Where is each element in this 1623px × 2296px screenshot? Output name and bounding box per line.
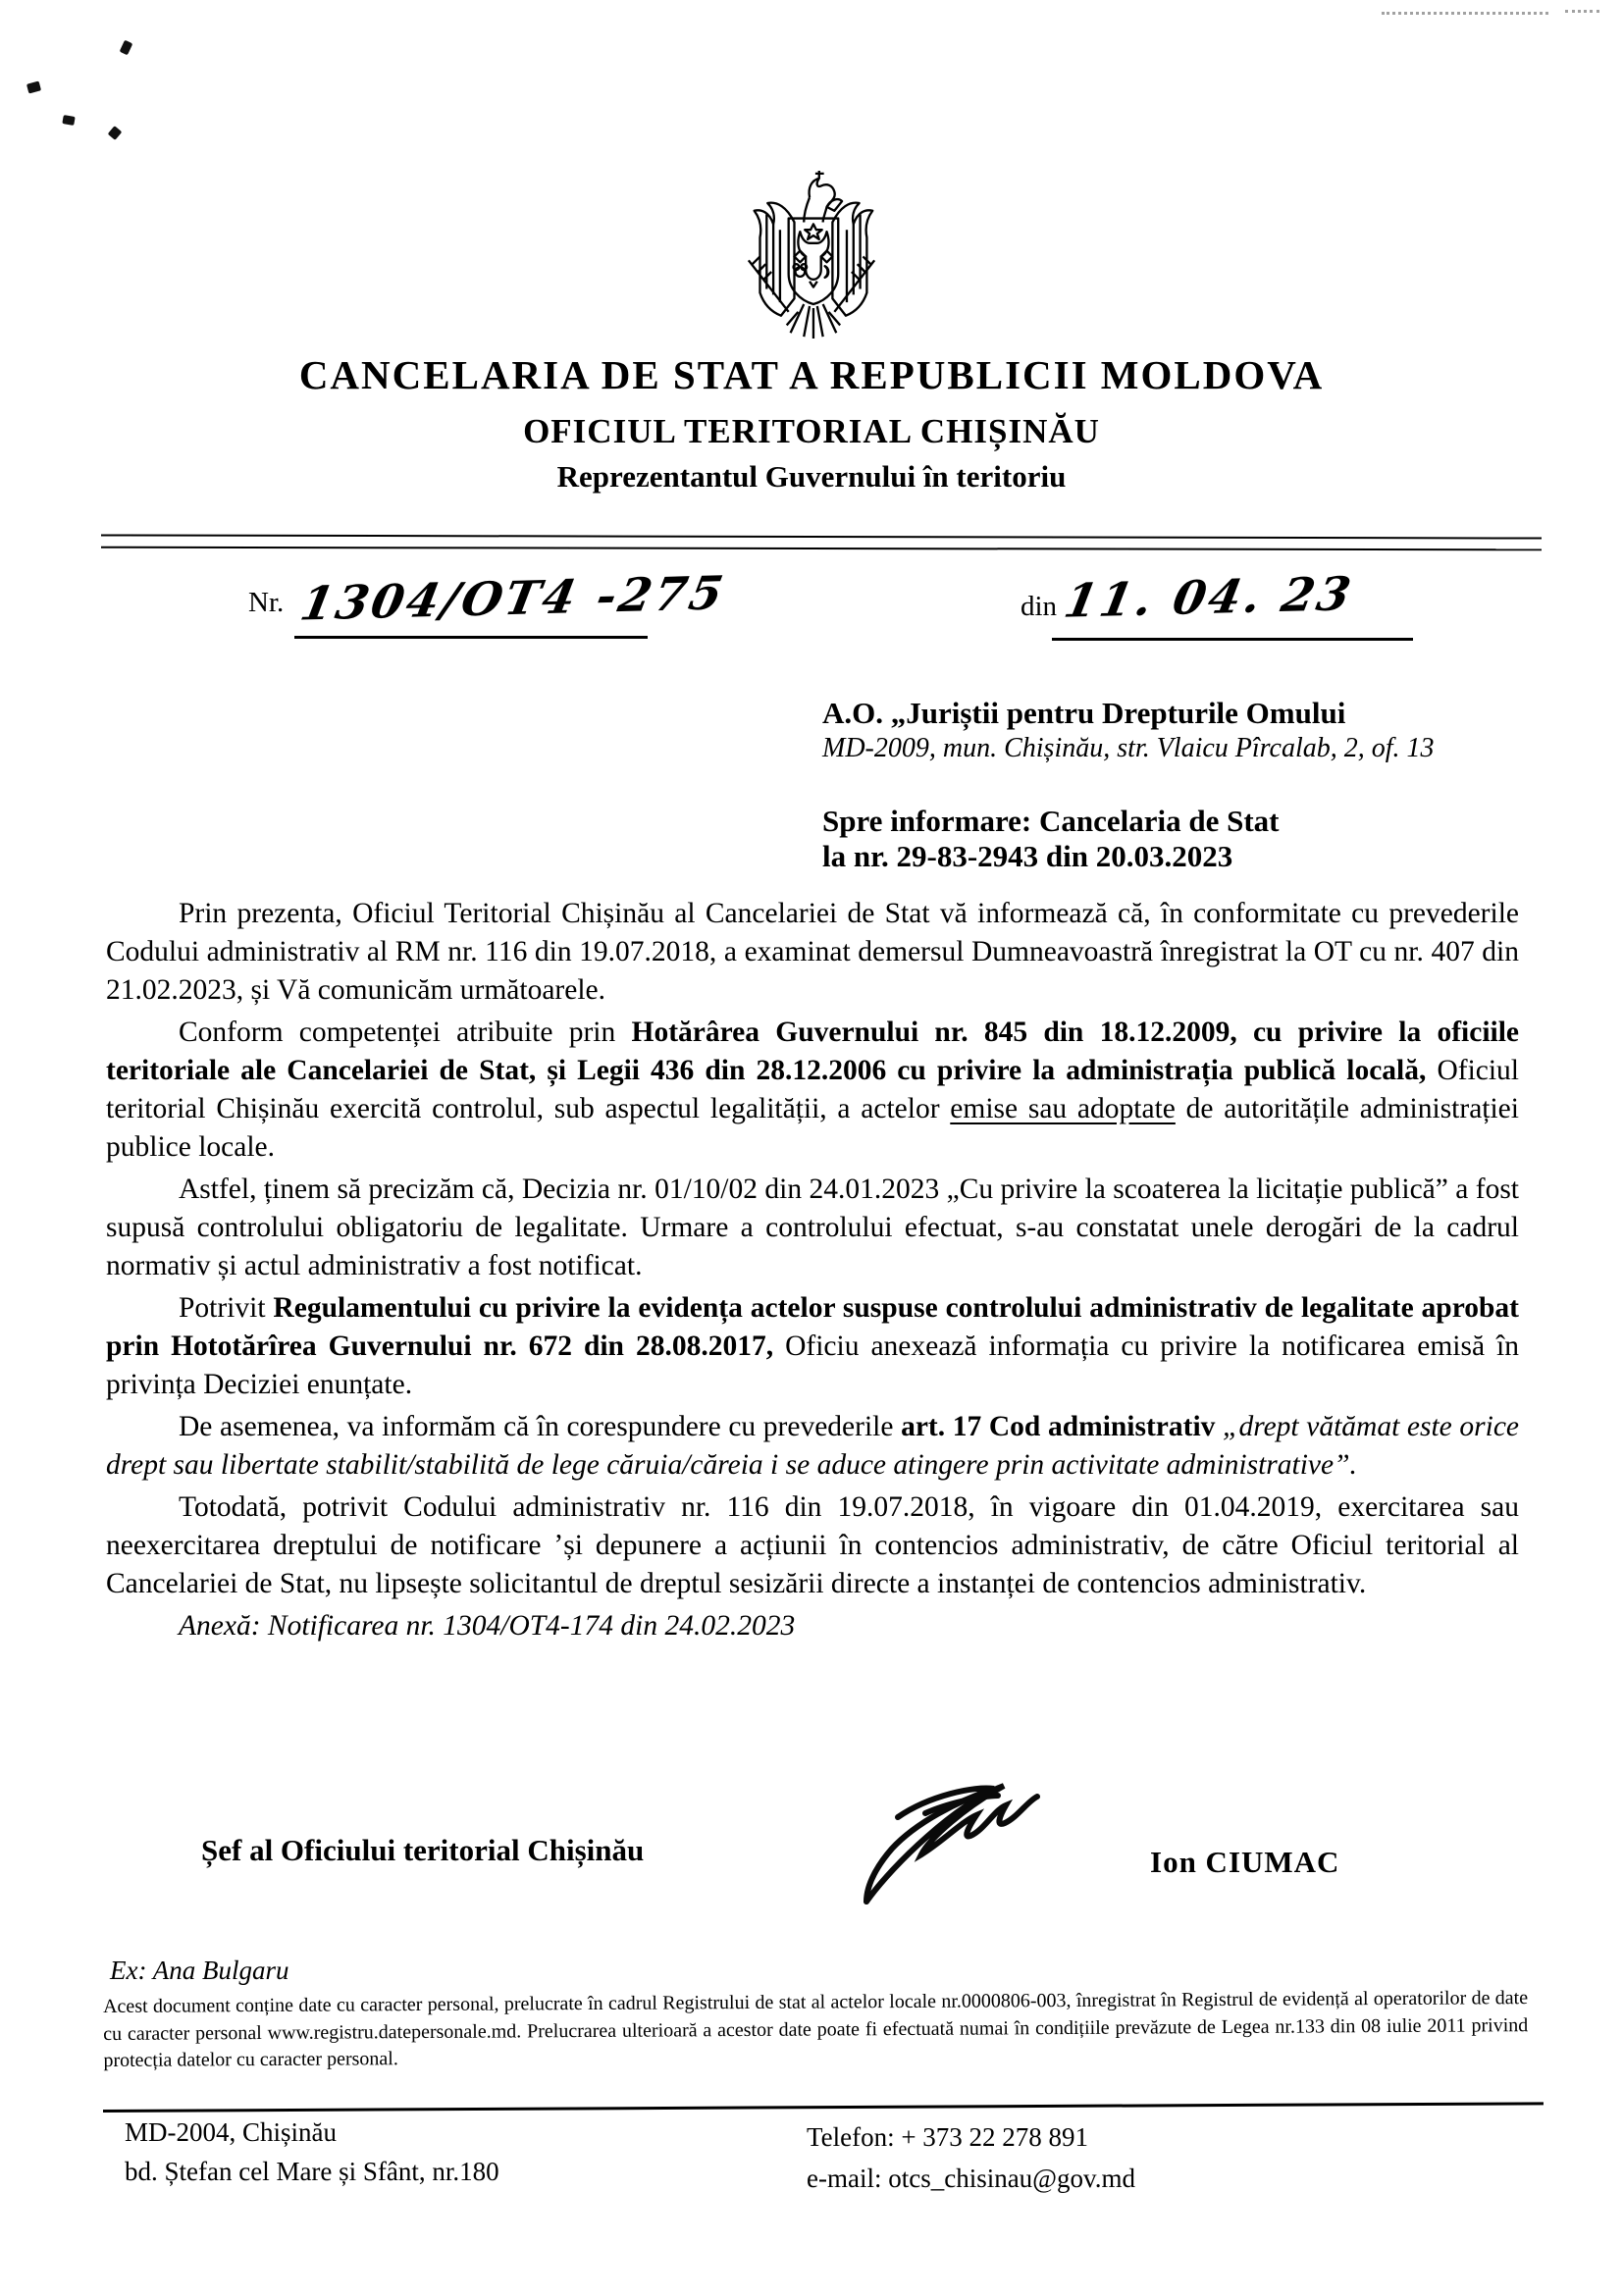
body-paragraph: [106, 1488, 1519, 1603]
body-paragraph: [106, 1607, 1519, 1645]
text-run: Astfel, ținem să precizăm că, Decizia nr. 01/10/02 din 24.01.2023 „Cu privire la scoaterea la licitație publică” a fost supusă controlului obligatoriu de legalitate. Urmare a controlului efectuat, s-au constatat unele derogări de la cadrul normativ și actul administrativ a fost notificat.: [106, 1174, 1519, 1281]
scan-dot-artifact: [1382, 12, 1548, 15]
ink-speck: [26, 80, 41, 93]
text-run: art. 17 Cod administrativ: [901, 1411, 1216, 1442]
recipient-cc: Spre informare: Cancelaria de Stat: [822, 804, 1280, 838]
text-run: emise sau adoptate: [950, 1093, 1176, 1124]
footer-rule: [103, 2102, 1544, 2113]
text-run: de autoritățile administrației publice locale.: [106, 1093, 1519, 1163]
ink-speck: [62, 115, 75, 126]
text-run: Potrivit: [179, 1292, 274, 1324]
moldova-coat-of-arms-icon: [733, 169, 890, 340]
text-run: Anexă: Notificarea nr. 1304/OT4-174 din 24.02.2023: [179, 1610, 796, 1642]
text-run: Conform competenței atribuite prin: [179, 1017, 632, 1048]
footer-address-line2: bd. Ștefan cel Mare și Sfânt, nr.180: [125, 2157, 499, 2186]
text-run: Totodată, potrivit Codului administrativ nr. 116 din 19.07.2018, în vigoare din 01.04.2019, exercitarea sau neexercitarea dreptului de notificare ʼși depunere a acțiunii în contencios administrativ, de către Oficiul teritorial al Cancelariei de Stat, nu lipsește solicitantul de dreptul sesizării directe a instanței de contencios administrativ.: [106, 1491, 1519, 1599]
nr-field: [294, 564, 730, 639]
din-label: din: [1021, 591, 1058, 622]
text-run: [1215, 1411, 1223, 1442]
header-rule-bottom: [101, 547, 1542, 551]
signatory-name: Ion CIUMAC: [1150, 1845, 1340, 1879]
letter-body: [106, 895, 1519, 1649]
org-title-line3: Reprezentantul Guvernului în teritoriu: [556, 459, 1067, 494]
recipient-org: A.O. „Juriștii pentru Drepturile Omului: [822, 696, 1346, 730]
org-title-line2: OFICIUL TERITORIAL CHIȘINĂU: [523, 412, 1100, 450]
recipient-block: [822, 697, 1529, 873]
body-paragraph: [106, 1171, 1519, 1285]
recipient-address: MD-2009, mun. Chișinău, str. Vlaicu Pîrcalab, 2, of. 13: [822, 733, 1435, 763]
body-paragraph: [106, 1408, 1519, 1485]
footer-phone: Telefon: + 373 22 278 891: [807, 2122, 1089, 2152]
executor-note: Ex: Ana Bulgaru: [110, 1956, 289, 1985]
personal-data-disclaimer: Acest document conține date cu caracter personal, prelucrate în cadrul Registrului de stat al actelor locale nr.0000806-003, înregistrat în Registrul de evidență al operatorilor de date cu caracter personal www.registru.datepersonale.md. Prelucrarea ulterioară a acestor date poate fi efectuată numai în condițiile prevăzute de Legea nr.133 din 08 iulie 2011 privind protecția datelor cu caracter personal.: [103, 1987, 1529, 2071]
body-paragraph: [106, 1289, 1519, 1404]
nr-handwritten-value: 1304/OT4 -275: [295, 566, 730, 632]
body-paragraph: [106, 1014, 1519, 1167]
footer-address-line1: MD-2004, Chișinău: [125, 2117, 337, 2147]
din-handwritten-value: 11. 04. 23: [1060, 567, 1358, 629]
text-run: Oficiul teritorial Chișinău exercită controlul, sub aspectul legalității, a actelor: [106, 1055, 1520, 1124]
din-field: [1052, 567, 1413, 641]
text-run: Prin prezenta, Oficiul Teritorial Chișinău al Cancelariei de Stat vă informează că, în conformitate cu prevederile Codului administrativ al RM nr. 116 din 19.07.2018, a examinat demersul Dumneavoastră înregistrat la OT cu nr. 407 din 21.02.2023, și Vă comunicăm următoarele.: [106, 898, 1519, 1006]
text-run: De asemenea, va informăm că în corespundere cu prevederile: [179, 1411, 902, 1442]
signatory-title: Șef al Oficiului teritorial Chișinău: [201, 1833, 645, 1867]
footer-email: e-mail: otcs_chisinau@gov.md: [807, 2164, 1136, 2193]
nr-label: Nr.: [248, 587, 285, 618]
org-title-line1: CANCELARIA DE STAT A REPUBLICII MOLDOVA: [298, 352, 1325, 397]
text-run: Regulamentului cu privire la evidența actelor suspuse controlului administrativ de legalitate aprobat prin Hototărîrea Guvernului nr. 672 din 28.08.2017,: [106, 1292, 1519, 1362]
text-run: Oficiu anexează informația cu privire la notificarea emisă în privința Deciziei enunțate.: [106, 1331, 1519, 1400]
ink-speck: [120, 40, 133, 56]
header-rule-top: [101, 534, 1542, 539]
signature-icon: [839, 1756, 1084, 1913]
text-run: Hotărârea Guvernului nr. 845 din 18.12.2009, cu privire la oficiile teritoriale ale Cancelariei de Stat, și Legii 436 din 28.12.2006 cu privire la administrația publică locală,: [106, 1017, 1519, 1086]
ink-speck: [108, 126, 123, 140]
recipient-cc-ref: la nr. 29-83-2943 din 20.03.2023: [822, 839, 1233, 873]
body-paragraph: [106, 895, 1519, 1010]
text-run: „drept vătămat este orice drept sau libertate stabilit/stabilită de lege căruia/căreia i se aduce atingere prin activitate administrative”.: [106, 1411, 1520, 1481]
scan-dot-artifact: [1565, 10, 1599, 13]
